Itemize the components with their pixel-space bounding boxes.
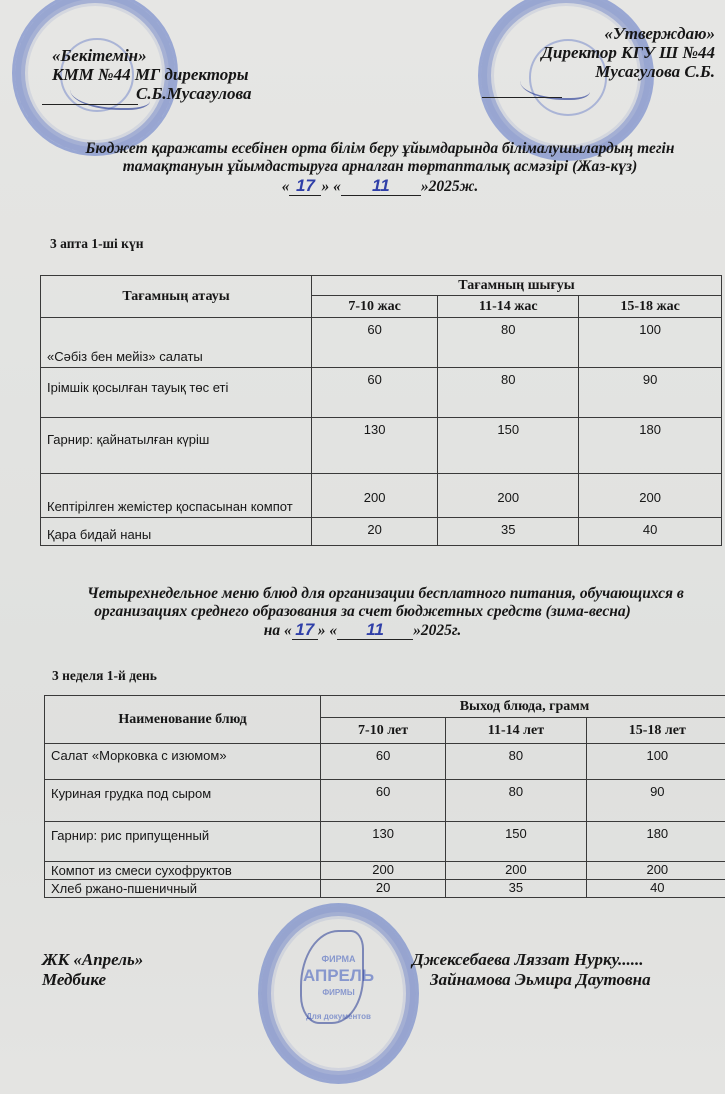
dish-name: Кептірілген жемістер қоспасынан компот: [41, 474, 312, 518]
stamp-top-text: ФИРМА: [321, 954, 356, 964]
dish-name: Қара бидай наны: [41, 518, 312, 546]
portion-value: 130: [312, 418, 438, 474]
person-1-name: Джексебаева Ляззат Нурку......: [412, 950, 644, 969]
menu-title-kz: [40, 140, 720, 196]
dish-name: Компот из смеси сухофруктов: [45, 862, 321, 880]
approval-block-kz: [52, 46, 251, 103]
portion-value: 180: [579, 418, 722, 474]
date-prefix: на «: [263, 622, 292, 639]
footer-left: [42, 950, 143, 990]
director-name-ru: Мусагулова С.Б.: [595, 62, 715, 81]
portion-value: 80: [446, 780, 586, 822]
col-header-age: 11-14 жас: [438, 296, 579, 318]
date-mid: » «: [317, 622, 338, 639]
portion-value: 35: [446, 880, 586, 898]
dish-name: Ірімшік қосылған тауық төс еті: [41, 368, 312, 418]
date-day-handwritten: 17: [289, 177, 321, 196]
menu-table-kz: [40, 275, 722, 546]
dish-name: «Сәбіз бен мейіз» салаты: [41, 318, 312, 368]
date-line-kz: [40, 177, 720, 196]
portion-value: 180: [586, 822, 725, 862]
portion-value: 200: [579, 474, 722, 518]
portion-value: 150: [438, 418, 579, 474]
col-header-age: 11-14 лет: [446, 718, 586, 744]
portion-value: 40: [586, 880, 725, 898]
date-line-ru: [0, 621, 725, 640]
date-prefix: «: [281, 178, 290, 195]
stamp-bottom-text: Для документов: [306, 1012, 371, 1021]
org-name: ЖК «Апрель»: [42, 950, 144, 969]
portion-value: 60: [312, 368, 438, 418]
portion-value: 200: [312, 474, 438, 518]
portion-value: 60: [321, 780, 446, 822]
portion-value: 90: [586, 780, 725, 822]
date-month-handwritten: 11: [337, 621, 413, 640]
portion-value: 20: [321, 880, 446, 898]
date-suffix: »2025г.: [413, 622, 462, 639]
stamp-center-text: АПРЕЛЬ: [302, 966, 375, 985]
portion-value: 100: [586, 744, 725, 780]
date-month-handwritten: 11: [341, 177, 421, 196]
approval-block-ru: [541, 24, 715, 81]
portion-value: 60: [321, 744, 446, 780]
col-header-age: 15-18 лет: [586, 718, 725, 744]
portion-value: 60: [312, 318, 438, 368]
date-suffix: »2025ж.: [420, 178, 479, 195]
director-position-ru: Директор КГУ Ш №44: [541, 43, 715, 62]
title-line-2: организациях среднего образования за счет бюджетных средств (зима-весна): [94, 603, 631, 620]
col-header-group: Тағамның шығуы: [312, 276, 722, 296]
director-position-kz: КММ №44 МГ директоры: [52, 65, 249, 84]
portion-value: 40: [579, 518, 722, 546]
approve-label-kz: «Бекітемін»: [52, 46, 147, 65]
table-row: [41, 474, 722, 518]
date-day-handwritten: 17: [292, 621, 318, 640]
portion-value: 150: [446, 822, 586, 862]
dish-name: Гарнир: қайнатылған күріш: [41, 418, 312, 474]
menu-table-ru: [44, 695, 725, 898]
table-row: [41, 518, 722, 546]
title-line-2: тамақтануын ұйымдастыруға арналған төртапталық асмәзірі (Жаз-күз): [122, 158, 638, 175]
portion-value: 100: [579, 318, 722, 368]
col-header-group: Выход блюда, грамм: [321, 696, 725, 718]
dish-name: Салат «Морковка с изюмом»: [45, 744, 321, 780]
table-row: [41, 318, 722, 368]
role-label: Медбике: [42, 970, 107, 989]
dish-name: Гарнир: рис припущенный: [45, 822, 321, 862]
dish-name: Хлеб ржано-пшеничный: [45, 880, 321, 898]
day-label-kz: 3 апта 1-ші күн: [50, 236, 144, 251]
col-header-age: 7-10 жас: [312, 296, 438, 318]
person-2-name: Зайнамова Эьмира Даутовна: [430, 970, 651, 989]
title-line-1: Четырехнедельное меню блюд для организации бесплатного питания, обучающихся в: [87, 585, 684, 602]
portion-value: 200: [321, 862, 446, 880]
table-row: [41, 368, 722, 418]
menu-title-ru: [40, 585, 725, 640]
portion-value: 20: [312, 518, 438, 546]
day-label-ru: 3 неделя 1-й день: [52, 668, 157, 683]
portion-value: 35: [438, 518, 579, 546]
col-header-age: 15-18 жас: [579, 296, 722, 318]
portion-value: 200: [446, 862, 586, 880]
portion-value: 80: [438, 368, 579, 418]
date-mid: » «: [321, 178, 341, 195]
dish-name: Куриная грудка под сыром: [45, 780, 321, 822]
director-name-kz: С.Б.Мусағулова: [136, 84, 252, 103]
portion-value: 130: [321, 822, 446, 862]
table-row: [45, 822, 725, 862]
table-row: [41, 418, 722, 474]
approve-label-ru: «Утверждаю»: [604, 24, 715, 43]
stamp-mid-text: ФИРМЫ: [322, 988, 355, 997]
portion-value: 80: [438, 318, 579, 368]
table-row: [45, 880, 725, 898]
col-header-name: Тағамның атауы: [41, 276, 312, 318]
portion-value: 200: [438, 474, 579, 518]
col-header-name: Наименование блюд: [45, 696, 321, 744]
portion-value: 90: [579, 368, 722, 418]
title-line-1: Бюджет қаражаты есебінен орта білім беру ұйымдарында білімалушылардың тегін: [85, 140, 675, 157]
footer-right: [412, 950, 651, 990]
portion-value: 80: [446, 744, 586, 780]
portion-value: 200: [586, 862, 725, 880]
table-row: [45, 744, 725, 780]
signature-line-kz: [42, 104, 138, 105]
table-row: [45, 780, 725, 822]
col-header-age: 7-10 лет: [321, 718, 446, 744]
signature-line-ru: [482, 97, 562, 98]
table-row: [45, 862, 725, 880]
